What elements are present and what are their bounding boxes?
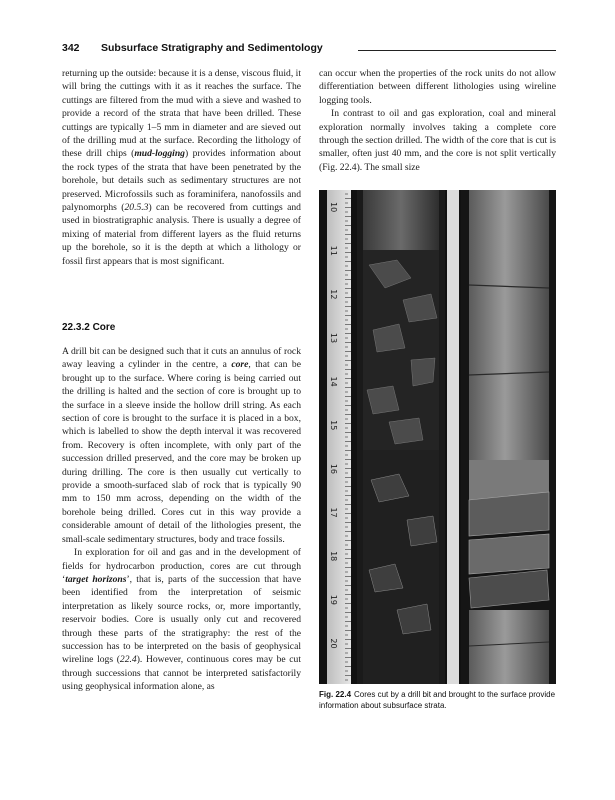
page-number: 342 xyxy=(62,42,80,54)
header-rule xyxy=(358,50,556,51)
right-column xyxy=(319,67,556,174)
term-target-horizons: target horizons xyxy=(65,573,127,585)
cross-reference: 22.4 xyxy=(119,654,137,666)
term-core: core xyxy=(231,359,249,371)
core-segment xyxy=(363,190,439,250)
paragraph-wireline: can occur when the properties of the rock units do not allow differentiation between different lithologies using wireline logging tools. xyxy=(319,68,556,106)
term-mud-logging: mud-logging xyxy=(134,148,185,160)
tape-number: 12 xyxy=(329,289,338,300)
tape-number: 15 xyxy=(329,420,338,431)
tape-number: 10 xyxy=(329,202,338,213)
text-run: , that can be brought up to the surface. Where coring is being carried out the drilling is halted and the section of core is brought up to the surface in a sleeve inside the hollow drill string. As each section of core is brought to the surface it is placed in a box, which is labelled to show the depth interval it was recovered from. Recovery is often incomplete, with only part of the succession drilled preserved, and the core may be broken up during drilling. The core is then usually cut vertically to provide a smooth-surfaced slab of rock that is typically 90 mm to 150 mm across, depending on the width of the borehole being drilled. Cores cut in this way provide a considerable amount of detail of the lithologies present, the small-scale sedimentary structures, body and trace fossils. xyxy=(62,359,301,545)
core-photograph xyxy=(319,190,556,684)
core-segment xyxy=(469,190,549,460)
tape-number: 16 xyxy=(329,463,338,475)
paragraph-exploration xyxy=(62,546,301,693)
tape-number: 13 xyxy=(329,332,338,344)
box-divider xyxy=(447,190,459,684)
tape-number: 19 xyxy=(329,594,338,605)
text-run: ’, that is, parts of the succession that have been identified from the interpretation of seismic interpretation as likely source rocks, or, more importantly, reservoir bodies. Core is usually only cut and recovered through these parts of the stratigraphy: the rest of the succession has to be interpreted on the basis of geophysical wireline logs ( xyxy=(62,573,301,666)
running-title: Subsurface Stratigraphy and Sedimentology xyxy=(101,42,323,54)
core-photo-image xyxy=(319,190,556,684)
text-run: A drill bit can be designed such that it cuts an annulus of rock away leaving a cylinder in the centre, a xyxy=(62,346,301,371)
text-run: ). However, continuous cores may be cut through successions that cannot be interpreted satisfactorily using geophysical information alone, as xyxy=(62,654,301,693)
text-run: returning up the outside: because it is a dense, viscous fluid, it will bring the cuttings with it as it reaches the surface. The cuttings are filtered from the mud with a sieve and washed to provide a record of the strata that have been drilled. These cuttings are typically 1–5 mm in diameter and are sieved out of the drilling mud at the surface. Recording the lithology of these drill chips ( xyxy=(62,68,301,160)
running-header xyxy=(62,40,556,58)
text-run: In exploration for oil and gas and in the development of fields for hydrocarbon production, cores are cut through ‘ xyxy=(62,547,301,585)
text-run: ) can be recovered from cuttings and used in biostratigraphic analysis. There is usually a degree of mixing of material from different layers as the fluid returns up the borehole, so it is the depth at which a lithology or fossil first appears that is most significant. xyxy=(62,202,301,267)
caption-text: Cores cut by a drill bit and brought to the surface provide information about subsurface strata. xyxy=(319,690,556,710)
text-run: ) provides information about the rock types of the strata that have been penetrated by the borehole, but details such as sedimentary structures are not preserved. Microfossils such as foraminifera, nanofossils and palynomorphs ( xyxy=(62,148,301,214)
left-column-top xyxy=(62,67,301,268)
figure-caption xyxy=(319,689,556,711)
paragraph-core xyxy=(62,345,301,546)
paragraph-mineral-exploration: In contrast to oil and gas exploration, coal and mineral exploration normally involves taking a complete core through the section drilled. The width of the core that is cut is smaller, often just 40 mm, and the core is not split vertically (Fig. 22.4). The small size xyxy=(319,108,556,173)
left-column-bottom xyxy=(62,345,301,694)
tape-number: 14 xyxy=(329,376,338,387)
cross-reference: 20.5.3 xyxy=(124,202,149,214)
tape-number: 11 xyxy=(329,245,338,256)
paragraph-cuttings xyxy=(62,67,301,268)
section-heading: 22.3.2 Core xyxy=(62,322,116,333)
tape-number: 20 xyxy=(329,638,338,649)
tape-number: 17 xyxy=(329,507,338,518)
figure-label: Fig. 22.4 xyxy=(319,690,352,699)
tape-number: 18 xyxy=(329,551,338,562)
